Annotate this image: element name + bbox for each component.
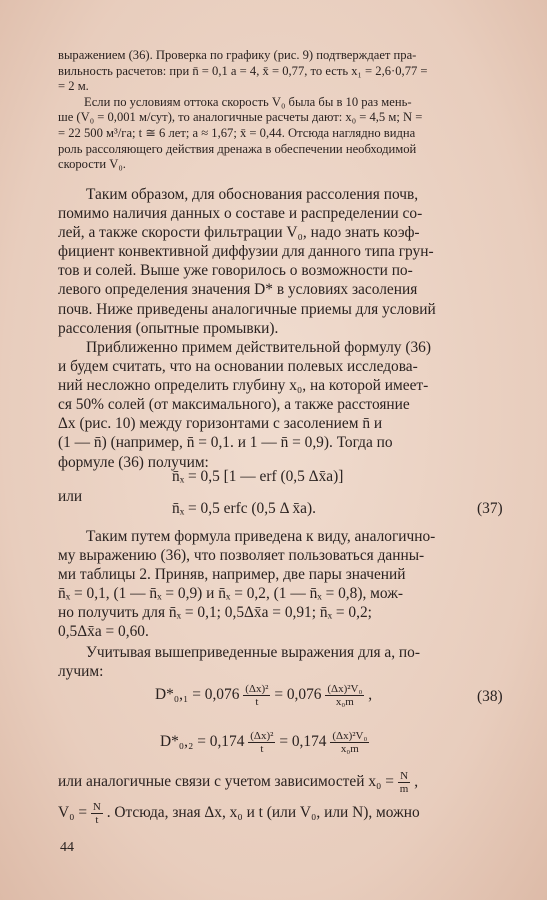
text-line: ний несложно определить глубину x₀, на которой имеет-: [58, 377, 429, 395]
text-line: Учитывая вышеприведенные выражения для a, по-: [86, 644, 420, 661]
formula-mid: = 0,174: [279, 733, 327, 751]
text-line: формуле (36) получим:: [58, 453, 209, 471]
text-line: n̄ₓ = 0,1, (1 — n̄ₓ = 0,9) и n̄ₓ = 0,2, (1 — n̄ₓ = 0,8), мож-: [58, 585, 403, 603]
numerator: N: [92, 801, 101, 813]
text-line: му выражению (36), что позволяет пользоваться данны-: [58, 547, 425, 565]
page-number: 44: [60, 840, 74, 855]
top-note: [58, 48, 513, 173]
equation-number: (38): [477, 688, 503, 705]
formula-38: [155, 683, 372, 708]
word-or: или: [58, 488, 83, 505]
text-span: V₀ =: [58, 804, 88, 822]
numerator: (Δx)²: [250, 730, 274, 742]
note-line: вильность расчетов: при n̄ = 0,1 a = 4, x̄ = 0,77, то есть x₁ = 2,6·0,77 =: [58, 63, 428, 78]
note-line: ше (V₀ = 0,001 м/сут), то аналогичные расчеты дают: x₀ = 4,5 м; N =: [58, 110, 423, 125]
note-line: = 2 м.: [58, 79, 89, 94]
formula-37: n̄ₓ = 0,5 erfc (0,5 Δ x̄a).: [172, 500, 316, 517]
text-line: и будем считать, что на основании полевых исследова-: [58, 358, 418, 376]
note-line: выражением (36). Проверка по графику (рис. 9) подтверждает пра-: [58, 48, 417, 62]
numerator: (Δx)²V₀: [332, 730, 368, 742]
fraction: [330, 730, 369, 755]
paragraph-3: [58, 527, 514, 642]
text-span: или аналогичные связи с учетом зависимостей x₀ =: [58, 773, 394, 791]
denominator: t: [95, 814, 99, 826]
formula-tail: ,: [368, 686, 373, 704]
text-span: ,: [414, 773, 419, 791]
equation-number: (37): [477, 500, 503, 517]
formula-lhs: D*₀,₁ = 0,076: [155, 686, 240, 704]
numerator: (Δx)²: [245, 683, 269, 695]
fraction: [91, 801, 103, 826]
text-line: Δx (рис. 10) между горизонтами с засолением n̄ и: [58, 415, 383, 433]
text-line: но получить для n̄ₓ = 0,1; 0,5Δx̄a = 0,91; n̄ₓ = 0,2;: [58, 604, 372, 622]
text-line: ся 50% солей (от максимального), а также расстояние: [58, 396, 410, 414]
formula-39: [160, 730, 369, 755]
text-line: помимо наличия данных о составе и распределении со-: [58, 205, 423, 223]
text-line: почв. Ниже приведены аналогичные приемы для условий: [58, 300, 436, 318]
denominator: x₀m: [335, 696, 354, 708]
fraction: [243, 683, 270, 708]
text-line-dependencies: [58, 770, 514, 795]
text-line: Приближенно примем действительной формулу (36): [86, 339, 431, 356]
text-line: тов и солей. Выше уже говорилось о возможности по-: [58, 262, 413, 280]
fraction: [325, 683, 364, 708]
note-line: скорости V₀.: [58, 157, 126, 172]
text-span: . Отсюда, зная Δx, x₀ и t (или V₀, или N), можно: [106, 804, 420, 822]
denominator: t: [260, 743, 264, 755]
denominator: t: [255, 696, 259, 708]
denominator: m: [399, 783, 409, 795]
fraction: [398, 770, 411, 795]
numerator: N: [398, 770, 411, 783]
text-line: рассоления (опытные промывки).: [58, 319, 279, 337]
text-line: Таким образом, для обоснования рассоления почв,: [86, 186, 419, 203]
formula-nx-erf: n̄ₓ = 0,5 [1 — erf (0,5 Δx̄a)]: [172, 468, 344, 485]
formula-mid: = 0,076: [274, 686, 322, 704]
text-line: левого определения значения D* в условиях засоления: [58, 281, 418, 299]
denominator: x₀m: [340, 743, 359, 755]
paragraph-4: [58, 643, 514, 681]
text-line: Таким путем формула приведена к виду, аналогично-: [86, 528, 436, 545]
fraction: [248, 730, 275, 755]
text-line: фициент конвективной диффузии для данного типа грун-: [58, 243, 434, 261]
formula-lhs: D*₀,₂ = 0,174: [160, 733, 245, 751]
text-line: (1 — n̄) (например, n̄ = 0,1. и 1 — n̄ = 0,9). Тогда по: [58, 434, 393, 452]
text-line: ми таблицы 2. Приняв, например, две пары значений: [58, 566, 406, 584]
text-line: 0,5Δx̄a = 0,60.: [58, 623, 149, 641]
note-line: = 22 500 м³/га; t ≅ 6 лет; a ≈ 1,67; x̄ = 0,44. Отсюда наглядно видна: [58, 125, 416, 140]
numerator: (Δx)²V₀: [327, 683, 363, 695]
text-line: лучим:: [58, 663, 104, 681]
text-line: лей, а также скорости фильтрации V₀, надо знать коэф-: [58, 224, 420, 242]
note-line: роль рассоляющего действия дренажа в обеспечении необходимой: [58, 141, 417, 156]
paragraph-2: [58, 338, 514, 472]
paragraph-1: [58, 185, 514, 338]
text-line-v0: [58, 801, 514, 826]
note-line: Если по условиям оттока скорость V₀ была бы в 10 раз мень-: [84, 94, 412, 109]
